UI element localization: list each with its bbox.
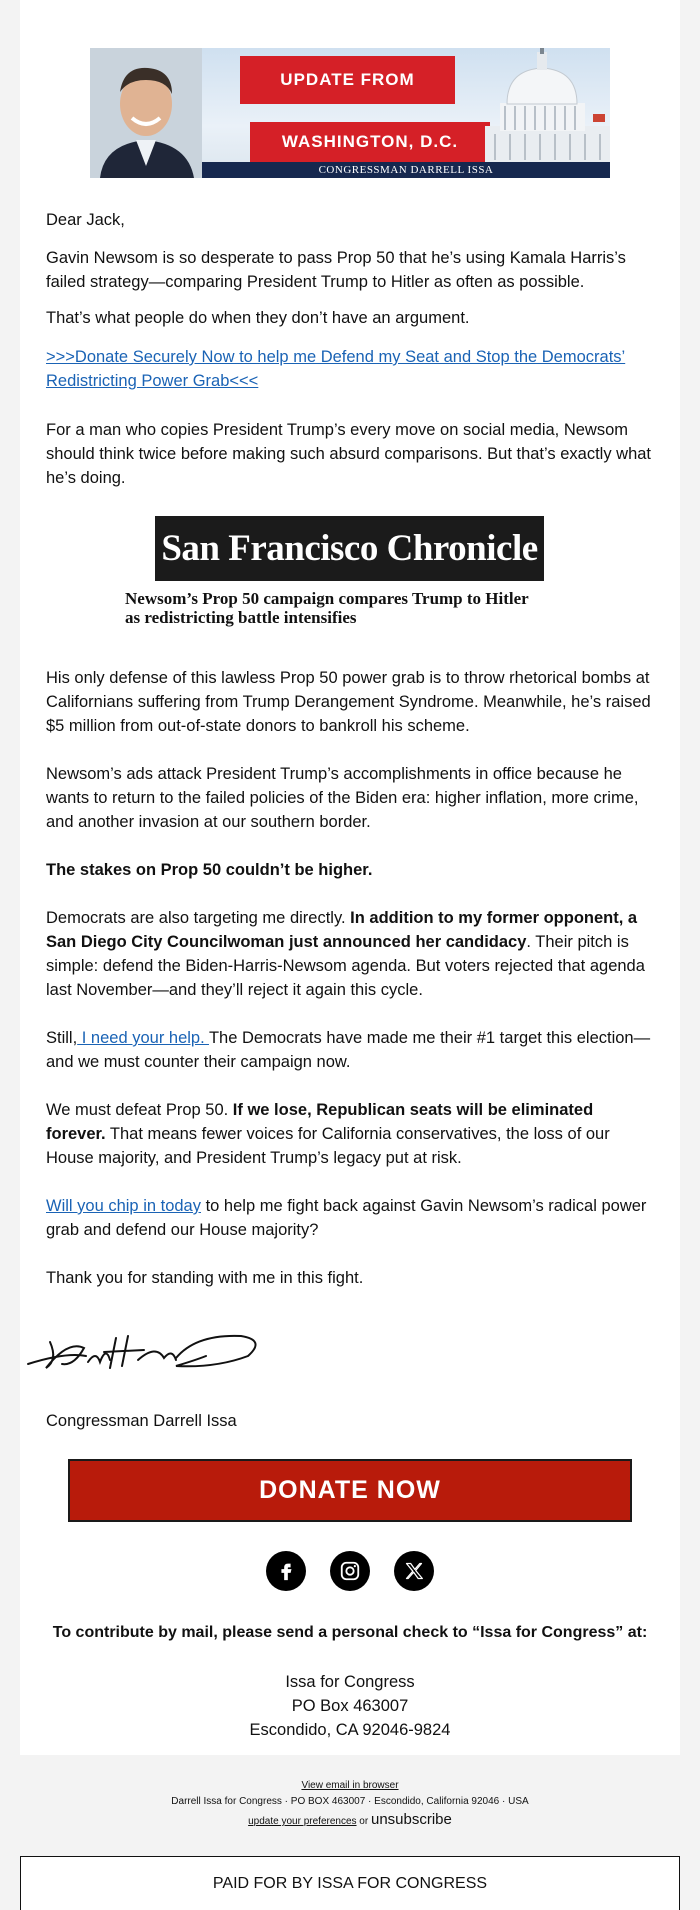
instagram-icon[interactable] [330,1551,370,1591]
chronicle-headline [125,589,565,627]
mail-heading: To contribute by mail, please send a personal check to “Issa for Congress” at: [52,1624,648,1641]
footer-or: or [356,1816,371,1827]
paragraph-3: For a man who copies President Trump’s every move on social media, Newsom should think twice before making such absurd comparisons. But that’s exactly what he’s doing. [46,421,652,487]
paragraph-4: His only defense of this lawless Prop 50 power grab is to throw rhetorical bombs at Californians suffering from Trump Derangement Syndrome. Meanwhile, he’s raised $5 million from out-of-state donors to bankroll his scheme. [46,669,651,735]
paragraph-2: That’s what people do when they don’t have an argument. [46,309,470,327]
stakes-statement: The stakes on Prop 50 couldn’t be higher. [46,861,373,879]
signer-name: Congressman Darrell Issa [46,1412,237,1430]
mail-address [20,1670,680,1742]
footer-address: Darrell Issa for Congress · PO BOX 463007 · Escondido, California 92046 · USA [171,1796,529,1807]
banner-subtitle: CONGRESSMAN DARRELL ISSA [202,162,610,178]
paragraph-7 [46,906,656,1002]
chronicle-headline-line-1: Newsom’s Prop 50 campaign compares Trump to Hitler [125,589,529,608]
mail-address-line-1: Issa for Congress [285,1673,415,1691]
paragraph-8-part-a: Still, [46,1029,78,1047]
paragraph-7-part-b: . Their pitch is simple: defend the Biden-Harris-Newsom agenda. But voters rejected that agenda last November—and they’ll reject it again this cycle. [46,933,645,999]
x-icon[interactable] [394,1551,434,1591]
paragraph-1 [46,246,656,294]
paragraph-8 [46,1026,656,1074]
paragraph-10 [46,1194,656,1242]
paragraph-7-part-a: Democrats are also targeting me directly. [46,909,351,927]
paragraph-9-part-b: That means fewer voices for California conservatives, the loss of our House majority, and President Trump’s legacy put at risk. [46,1125,610,1167]
paragraph-11: Thank you for standing with me in this fight. [46,1269,364,1287]
banner-update-ribbon: UPDATE FROM [240,56,455,104]
capitol-dome-image [465,48,610,162]
chronicle-masthead: San Francisco Chronicle [155,516,544,581]
paragraph-9 [46,1098,656,1170]
paragraph-1-text: Gavin Newsom is so desperate to pass Prop 50 that he’s using Kamala Harris’s failed strategy—comparing President Trump to Hitler as often as possible. [46,249,626,291]
banner-washington-ribbon: WASHINGTON, D.C. [250,122,490,162]
paragraph-10-text: to help me fight back against Gavin Newsom’s radical power grab and defend our House majority? [46,1197,647,1239]
paragraph-8-part-b: The Democrats have made me their #1 target this election—and we must counter their campaign now. [46,1029,651,1071]
donate-securely-link[interactable]: >>>Donate Securely Now to help me Defend my Seat and Stop the Democrats’ Redistricting Power Grab<<< [46,348,626,390]
update-preferences-link[interactable]: update your preferences [248,1816,357,1827]
paragraph-9-part-a: We must defeat Prop 50. [46,1101,233,1119]
chronicle-clipping-image [125,516,565,632]
greeting: Dear Jack, [46,211,125,229]
paragraph-7-bold: In addition to my former opponent, a San Diego City Councilwoman just announced her candidacy [46,909,638,951]
paragraph-6 [46,858,656,882]
unsubscribe-link[interactable]: unsubscribe [370,1811,452,1828]
facebook-icon[interactable] [266,1551,306,1591]
paragraph-9-bold: If we lose, Republican seats will be eliminated forever. [46,1101,594,1143]
donate-text-link-wrap [46,345,656,393]
congressman-portrait [90,48,202,178]
donate-now-button[interactable]: DONATE NOW [68,1459,632,1522]
need-your-help-link[interactable]: I need your help. [77,1029,209,1047]
header-banner [90,48,610,178]
paid-for-disclaimer: PAID FOR BY ISSA FOR CONGRESS [20,1856,680,1910]
footer-preferences [20,1812,680,1829]
mail-address-line-3: Escondido, CA 92046-9824 [249,1721,451,1739]
paragraph-5: Newsom’s ads attack President Trump’s accomplishments in office because he wants to return to the failed policies of the Biden era: higher inflation, more crime, and another invasion at our southern border. [46,765,639,831]
chip-in-link[interactable]: Will you chip in today [46,1197,201,1215]
footer-view-browser [20,1778,680,1793]
chronicle-headline-line-2: as redistricting battle intensifies [125,608,357,627]
signature-image [26,1326,271,1376]
view-in-browser-link[interactable]: View email in browser [301,1780,399,1791]
mail-address-line-2: PO Box 463007 [291,1697,409,1715]
